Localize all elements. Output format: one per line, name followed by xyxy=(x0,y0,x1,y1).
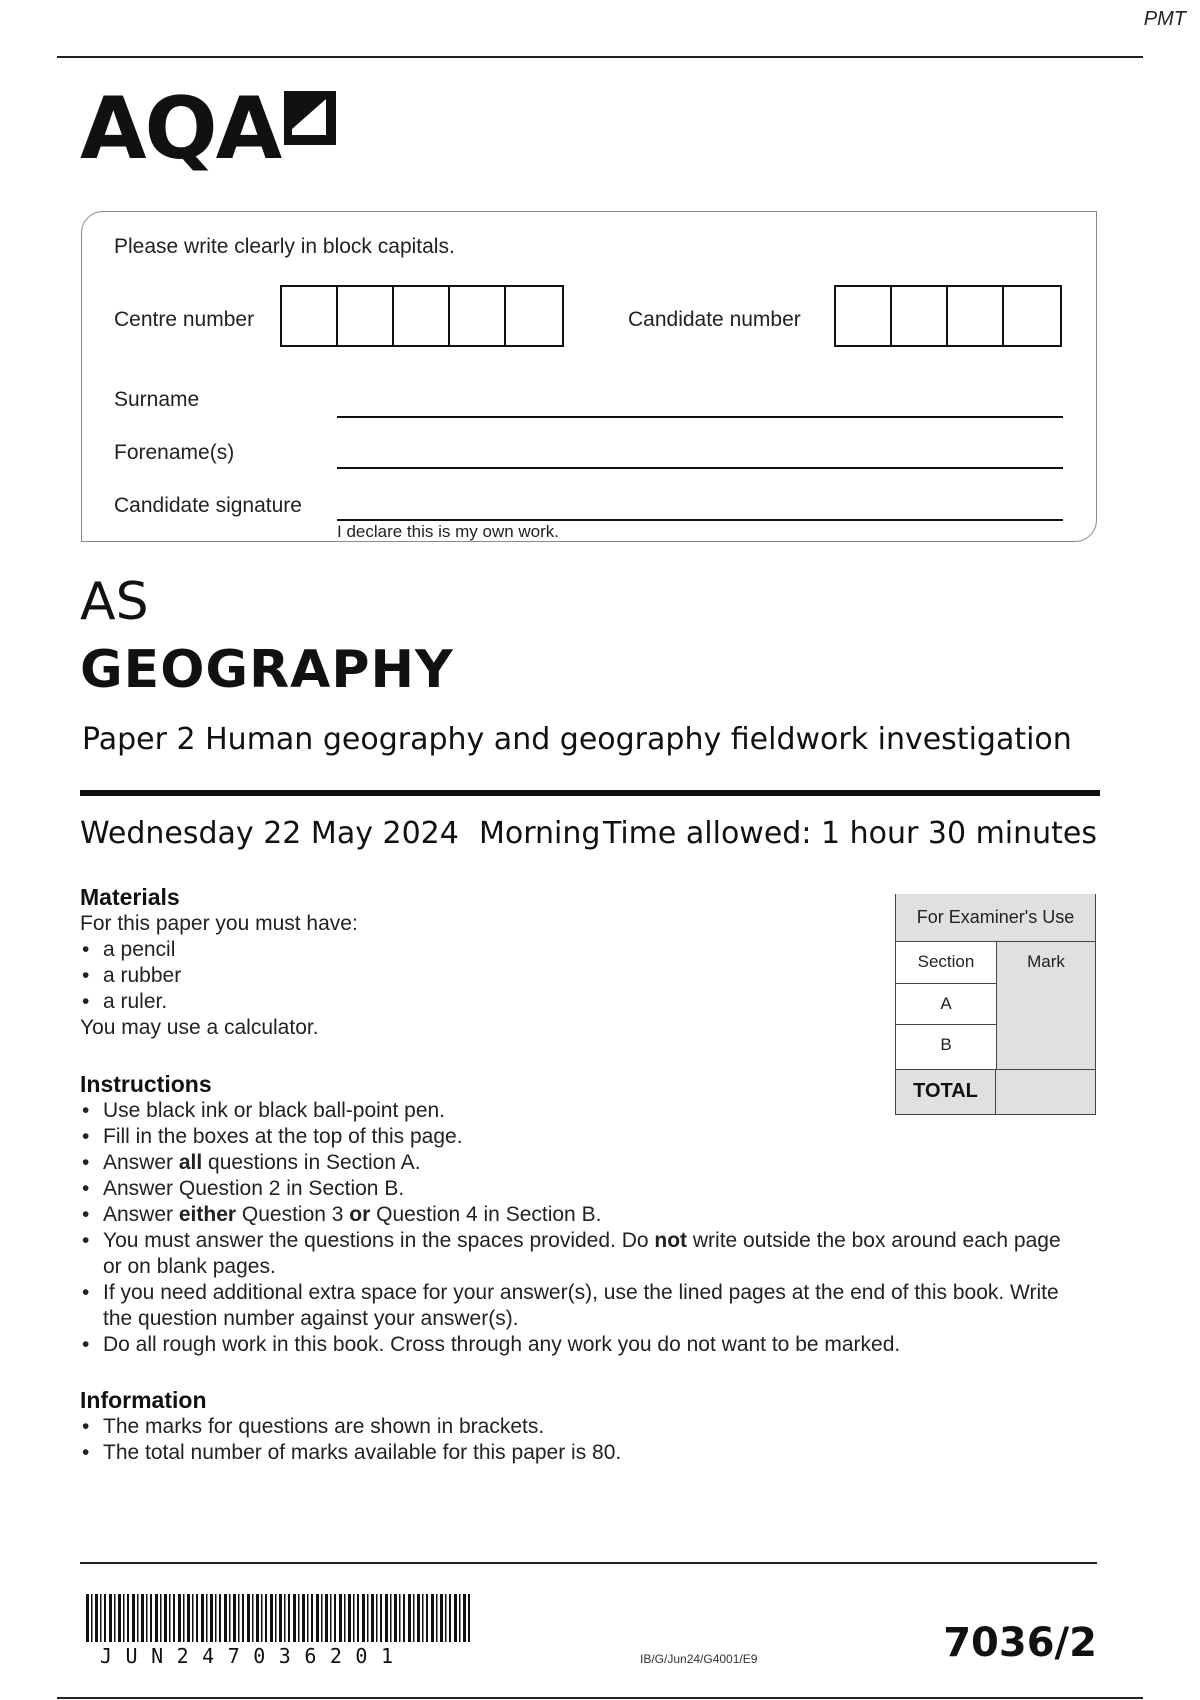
total-label: TOTAL xyxy=(896,1070,996,1114)
declaration-text: I declare this is my own work. xyxy=(337,522,560,541)
title-divider xyxy=(80,790,1100,796)
list-item: • Do all rough work in this book. Cross through any work you do not want to be marked. xyxy=(80,1332,1090,1358)
centre-digit-box[interactable] xyxy=(338,287,394,345)
section-row-b: B xyxy=(896,1025,997,1069)
calculator-note: You may use a calculator. xyxy=(80,1016,319,1039)
list-item: • The marks for questions are shown in brackets. xyxy=(80,1414,1090,1440)
candidate-digit-box[interactable] xyxy=(1004,287,1060,345)
qualification-level: AS xyxy=(80,572,149,632)
top-rule xyxy=(57,56,1143,58)
list-item: • You must answer the questions in the spaces provided. Do not write outside the box around each page or on blank pages. xyxy=(80,1228,1090,1280)
instructions-list xyxy=(80,1098,1090,1358)
barcode-icon xyxy=(86,1594,472,1642)
instructions-heading: Instructions xyxy=(80,1071,212,1097)
paper-code: 7036/2 xyxy=(943,1620,1097,1666)
materials-list xyxy=(80,937,840,1015)
total-mark-cell xyxy=(996,1070,1095,1114)
list-item: • Use black ink or black ball-point pen. xyxy=(80,1098,1090,1124)
centre-digit-box[interactable] xyxy=(282,287,338,345)
candidate-number-boxes[interactable] xyxy=(834,285,1062,347)
candidate-number-label: Candidate number xyxy=(628,308,801,331)
logo-mark-icon xyxy=(282,89,338,149)
exam-date: Wednesday 22 May 2024 xyxy=(80,816,459,851)
information-section xyxy=(80,1387,1090,1466)
aqa-logo xyxy=(80,79,281,179)
exam-session: Morning xyxy=(479,816,601,851)
centre-number-label: Centre number xyxy=(114,308,255,331)
candidate-digit-box[interactable] xyxy=(892,287,948,345)
list-item: • Fill in the boxes at the top of this page. xyxy=(80,1124,1090,1150)
centre-number-boxes[interactable] xyxy=(280,285,564,347)
block-capitals-instruction: Please write clearly in block capitals. xyxy=(114,235,455,258)
section-column-header: Section xyxy=(896,942,997,984)
list-item: • a ruler. xyxy=(80,989,840,1015)
centre-digit-box[interactable] xyxy=(506,287,562,345)
total-row xyxy=(895,1069,1096,1115)
section-row-a: A xyxy=(896,984,997,1025)
information-list xyxy=(80,1414,1090,1466)
bottom-rule xyxy=(57,1697,1143,1699)
surname-field[interactable] xyxy=(337,416,1063,418)
signature-field[interactable] xyxy=(337,519,1063,521)
candidate-details-box xyxy=(81,211,1097,542)
list-item: • The total number of marks available for this paper is 80. xyxy=(80,1440,1090,1466)
materials-intro: For this paper you must have: xyxy=(80,912,358,935)
barcode-digits: JUN247036201 xyxy=(100,1644,407,1668)
logo-text: AQA xyxy=(80,79,281,179)
list-item: • If you need additional extra space for your answer(s), use the lined pages at the end of this book. Write the question number against your answer(s). xyxy=(80,1280,1090,1332)
centre-digit-box[interactable] xyxy=(450,287,506,345)
materials-section xyxy=(80,884,840,1041)
list-item: • Answer Question 2 in Section B. xyxy=(80,1176,1090,1202)
centre-digit-box[interactable] xyxy=(394,287,450,345)
examiners-use-title: For Examiner's Use xyxy=(895,894,1096,942)
time-allowed: Time allowed: 1 hour 30 minutes xyxy=(602,816,1097,851)
document-reference: IB/G/Jun24/G4001/E9 xyxy=(640,1652,758,1666)
list-item: • a rubber xyxy=(80,963,840,989)
list-item: • Answer either Question 3 or Question 4 in Section B. xyxy=(80,1202,1090,1228)
candidate-digit-box[interactable] xyxy=(948,287,1004,345)
materials-heading: Materials xyxy=(80,884,180,910)
footer-rule xyxy=(80,1562,1097,1564)
list-item: • a pencil xyxy=(80,937,840,963)
examiners-use-table xyxy=(895,894,1096,1115)
watermark: PMT xyxy=(1143,8,1186,30)
surname-label: Surname xyxy=(114,388,200,411)
information-heading: Information xyxy=(80,1387,207,1413)
list-item: • Answer all questions in Section A. xyxy=(80,1150,1090,1176)
paper-title: Paper 2 Human geography and geography fieldwork investigation xyxy=(82,722,1072,757)
forenames-label: Forename(s) xyxy=(114,441,235,464)
forenames-field[interactable] xyxy=(337,467,1063,469)
signature-label: Candidate signature xyxy=(114,494,302,517)
candidate-digit-box[interactable] xyxy=(836,287,892,345)
mark-column-header: Mark xyxy=(1027,952,1065,971)
subject-title: GEOGRAPHY xyxy=(80,640,454,700)
